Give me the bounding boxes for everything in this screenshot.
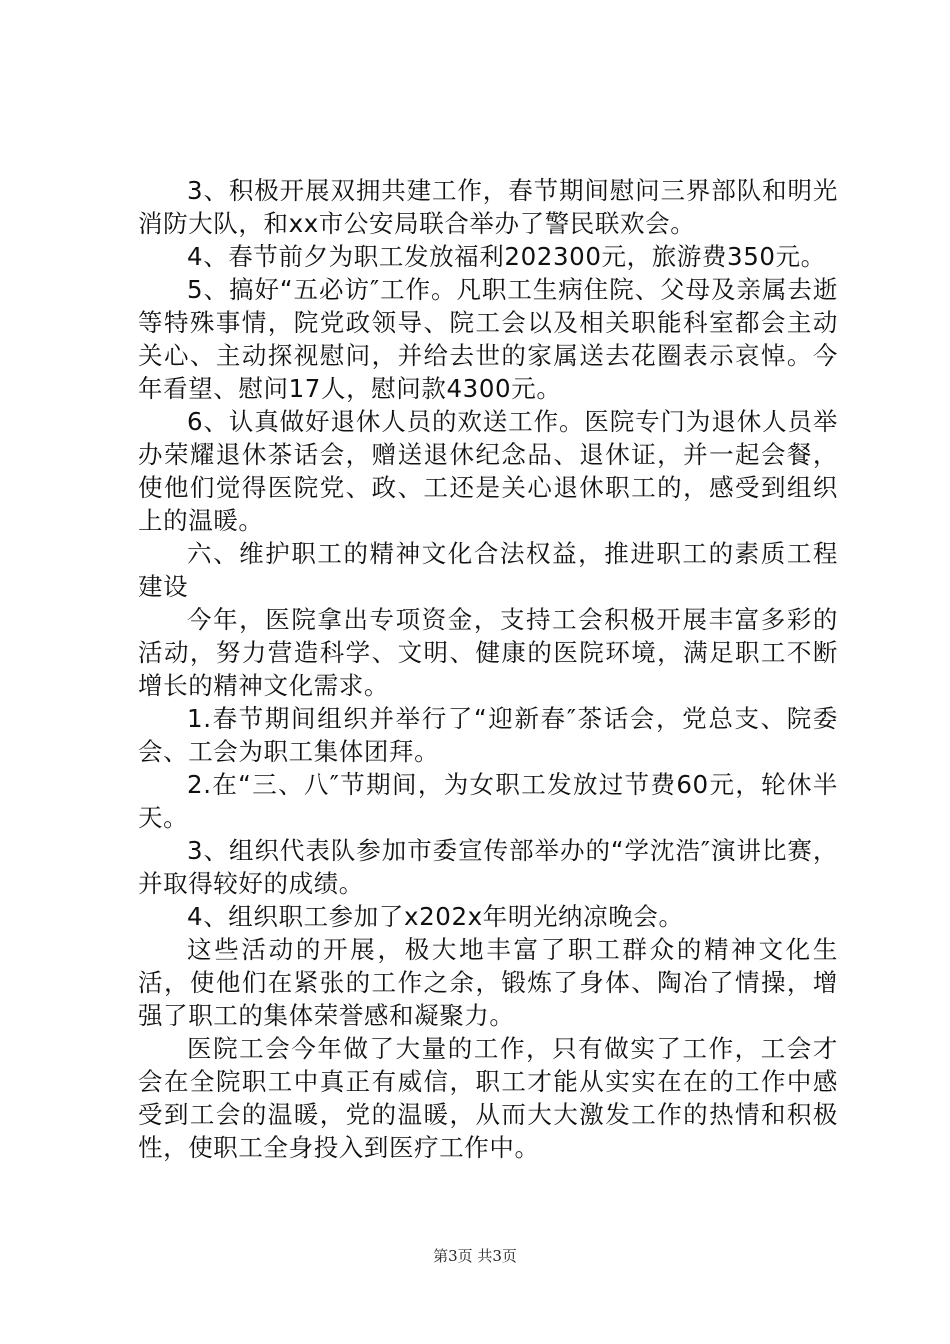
activity-item-4: 4、组织职工参加了x202x年明光纳凉晚会。 — [187, 902, 684, 931]
page-number-footer: 第3页 共3页 — [433, 1247, 517, 1265]
summary-paragraph: 这些活动的开展，极大地丰富了职工群众的精神文化生活，使他们在紧张的工作之余，锻炼了身体、陶冶了情操，增强了职工的集体荣誉感和凝聚力。 — [138, 935, 838, 1030]
conclusion-paragraph: 医院工会今年做了大量的工作，只有做实了工作，工会才会在全院职工中真正有威信，职工才能从实实在在的工作中感受到工会的温暖，党的温暖，从而大大激发工作的热情和积极性，使职工全身投入到医疗工作中。 — [138, 1034, 838, 1162]
paragraph-item-4: 4、春节前夕为职工发放福利202300元，旅游费350元。 — [187, 242, 826, 271]
paragraph-item-6: 6、认真做好退休人员的欢送工作。医院专门为退休人员举办荣耀退休茶话会，赠送退休纪念品、退休证，并一起会餐，使他们觉得医院党、政、工还是关心退休职工的，感受到组织上的温暖。 — [138, 407, 838, 535]
paragraph-item-5: 5、搞好“五必访″工作。凡职工生病住院、父母及亲属去逝等特殊事情，院党政领导、院工会以及相关职能科室都会主动关心、主动探视慰问，并给去世的家属送去花圈表示哀悼。今年看望、慰问17人，慰问款4300元。 — [138, 275, 838, 403]
activity-item-3: 3、组织代表队参加市委宣传部举办的“学沈浩″演讲比赛，并取得较好的成绩。 — [138, 836, 838, 898]
activity-item-1: 1.春节期间组织并举行了“迎新春″茶话会，党总支、院委会、工会为职工集体团拜。 — [138, 704, 838, 766]
section-intro: 今年，医院拿出专项资金，支持工会积极开展丰富多彩的活动，努力营造科学、文明、健康的医院环境，满足职工不断增长的精神文化需求。 — [138, 605, 838, 700]
document-body — [138, 174, 838, 1164]
section-heading-6: 六、维护职工的精神文化合法权益，推进职工的素质工程建设 — [138, 539, 838, 601]
paragraph-item-3: 3、积极开展双拥共建工作，春节期间慰问三界部队和明光消防大队，和xx市公安局联合举办了警民联欢会。 — [138, 176, 838, 238]
activity-item-2: 2.在“三、八″节期间，为女职工发放过节费60元，轮休半天。 — [138, 770, 838, 832]
